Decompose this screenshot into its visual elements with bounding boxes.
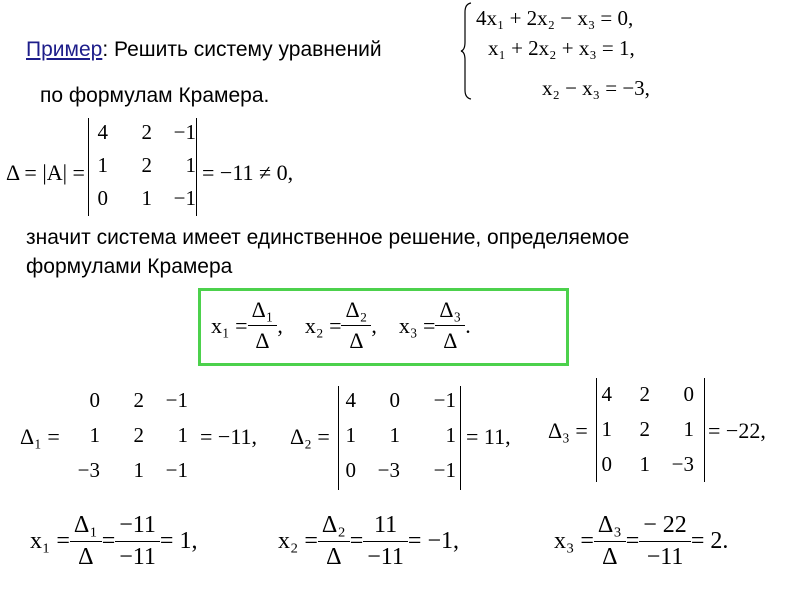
main-det-prefix: Δ = |A| = <box>6 160 85 185</box>
intro-second-line: по формулам Крамера. <box>40 84 270 107</box>
det2-matrix: 4 0 −1 1 1 1 0 −3 −1 <box>345 388 456 482</box>
cramer-x1: x₁ = $\frac{\text{Δ₁}}{\Delta}$ , <box>211 297 283 353</box>
system-eq-2: x₁ + 2x₂ + x₃ = 1, <box>488 36 635 60</box>
main-det-matrix: 4 2 −1 1 2 1 0 1 −1 <box>97 120 196 210</box>
det1-result: = −11, <box>200 424 257 449</box>
solution-x2: x₂ = $\frac{\text{Δ₂}}{\Delta}$ = $\frac{11}{-11}$ = −1, <box>278 512 459 570</box>
conclusion-line-2: формулами Крамера <box>26 255 233 278</box>
cramer-x2: x₂ = $\frac{\text{Δ₂}}{\Delta}$ , <box>304 297 377 353</box>
det1-matrix: 0 2 −1 1 2 1 −3 1 −1 <box>77 388 188 482</box>
conclusion-line-1: значит система имеет единственное решение, определяемое <box>26 226 630 249</box>
solution-x3: x₃ = $\frac{\text{Δ₃}}{\Delta}$ = $\frac{- 22}{-11}$ = 2. <box>554 512 729 570</box>
system-brace <box>460 2 472 100</box>
det1-label: Δ₁ = <box>20 424 60 449</box>
main-det-bar-left <box>88 118 89 216</box>
main-det-bar-right <box>196 118 197 216</box>
det2-bar-right <box>460 386 461 490</box>
system-eq-1: 4x₁ + 2x₂ − x₃ = 0, <box>476 6 634 30</box>
system-eq-3: x₂ − x₃ = −3, <box>542 76 650 100</box>
det3-bar-right <box>704 378 705 482</box>
main-det-result: = −11 ≠ 0, <box>202 160 294 185</box>
det2-label: Δ₂ = <box>290 424 330 449</box>
cramer-x3: x₃ = $\frac{\text{Δ₃}}{\Delta}$ . <box>398 297 471 353</box>
intro-text: : Решить систему уравнений <box>102 38 382 61</box>
solution-x1: x₁ = $\frac{\text{Δ₁}}{\Delta}$ = $\frac{-11}{-11}$ = 1, <box>30 512 198 570</box>
det3-label: Δ₃ = <box>548 418 588 443</box>
det2-result: = 11, <box>466 424 511 449</box>
det3-result: = −22, <box>708 418 766 443</box>
cramer-formula-box <box>198 288 569 366</box>
intro-line <box>26 38 382 62</box>
det3-matrix: 4 2 0 1 2 1 0 1 −3 <box>601 382 694 476</box>
det3-bar-left <box>596 378 597 482</box>
example-label: Пример <box>26 38 103 61</box>
det2-bar-left <box>338 386 339 490</box>
